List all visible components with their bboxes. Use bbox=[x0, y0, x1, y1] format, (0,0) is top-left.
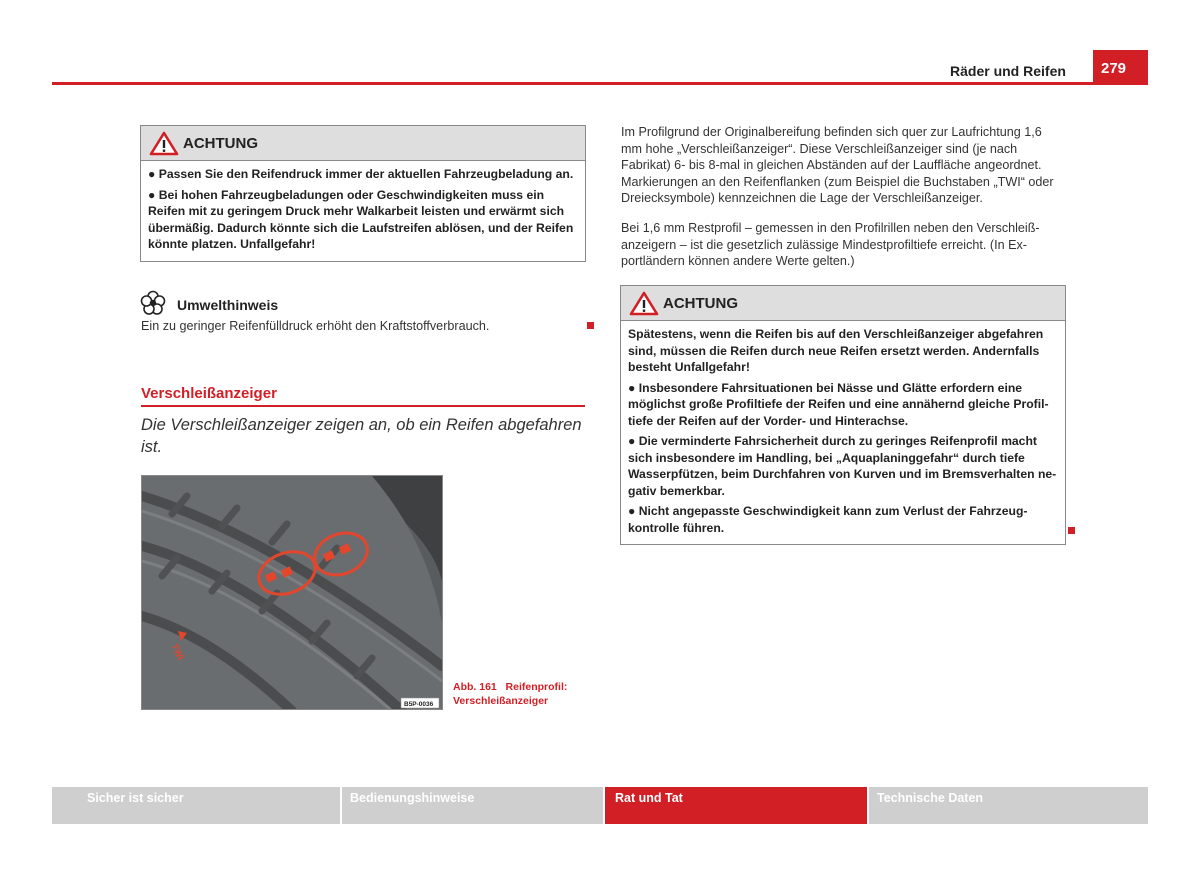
twi-mark: TWI bbox=[169, 642, 186, 662]
environment-text: Ein zu geringer Reifenfülldruck erhöht den Kraftstoffverbrauch. bbox=[141, 319, 490, 333]
warning-label: ACHTUNG bbox=[183, 135, 258, 152]
warning-triangle-icon bbox=[149, 131, 179, 156]
environment-label: Umwelthinweis bbox=[177, 297, 279, 313]
page-number: 279 bbox=[1093, 50, 1148, 85]
warning-body bbox=[141, 161, 585, 261]
footer-tab-technische-daten[interactable]: Technische Daten bbox=[869, 787, 1148, 824]
warning-box-right bbox=[620, 285, 1066, 545]
warning-item: ● Bei hohen Fahrzeugbeladungen oder Geschwindigkeiten muss ein Reifen mit zu geringem Druck mehr Walkarbeit leisten und erwärmt sich übermäßig. Dadurch könnte sich die Laufstreifen ablösen, und der Reifen könnte platzen. Unfallgefahr! bbox=[148, 187, 574, 251]
end-marker bbox=[587, 322, 594, 329]
figure-code: B5P-0036 bbox=[404, 701, 434, 708]
paragraph-2: Bei 1,6 mm Restprofil – gemessen in den Profilrillen neben den Verschleiß-anzeigern – ist die gesetzlich zulässige Mindestprofiltiefe erreicht. (In Ex-portländern können andere Werte gelten.) bbox=[621, 221, 1040, 269]
tire-tread-image bbox=[141, 475, 443, 710]
section-intro: Die Verschleißanzeiger zeigen an, ob ein Reifen abgefahren ist. bbox=[141, 416, 582, 456]
tire-illustration bbox=[142, 476, 443, 710]
warning-header bbox=[621, 286, 1065, 321]
warning-label: ACHTUNG bbox=[663, 295, 738, 312]
warning-box-left bbox=[140, 125, 586, 262]
warning-item: ● Die verminderte Fahrsicherheit durch zu geringes Reifenprofil macht sich insbesondere im Handling, bei „Aquaplaninggefahr“ durch tiefe Wasserpfützen, beim Durchfahren von Kurven und im Bremsverhalten ne-gativ bemerkbar. bbox=[628, 434, 1057, 498]
footer-tab-bedienung[interactable]: Bedienungshinweise bbox=[342, 787, 603, 824]
figure-caption bbox=[453, 680, 593, 708]
caption-text: Reifenprofil: Verschleißanzeiger bbox=[453, 681, 568, 707]
caption-number: Abb. 161 bbox=[453, 681, 497, 693]
footer-tab-sicher[interactable]: Sicher ist sicher bbox=[52, 787, 340, 824]
chapter-title: Räder und Reifen bbox=[950, 63, 1066, 79]
flower-icon bbox=[140, 290, 166, 316]
warning-item: ● Nicht angepasste Geschwindigkeit kann zum Verlust der Fahrzeug-kontrolle führen. bbox=[628, 504, 1028, 535]
warning-triangle-icon bbox=[629, 291, 659, 316]
header-rule bbox=[52, 82, 1148, 85]
warning-item: ● Passen Sie den Reifendruck immer der aktuellen Fahrzeugbeladung an. bbox=[148, 167, 574, 181]
warning-header bbox=[141, 126, 585, 161]
warning-item: Spätestens, wenn die Reifen bis auf den Verschleißanzeiger abgefahren sind, müssen die Reifen durch neue Reifen ersetzt werden. Andernfalls besteht Unfallgefahr! bbox=[628, 327, 1044, 374]
warning-body bbox=[621, 321, 1065, 544]
section-title: Verschleißanzeiger bbox=[141, 385, 277, 402]
section-rule bbox=[141, 405, 585, 407]
footer-tab-rat-und-tat[interactable]: Rat und Tat bbox=[605, 787, 867, 824]
end-marker bbox=[1068, 527, 1075, 534]
warning-item: ● Insbesondere Fahrsituationen bei Nässe und Glätte erfordern eine möglichst große Profiltiefe der Reifen und eine annähernd gleiche Profil-tiefe der Reifen auf der Vorder- und Hinterachse. bbox=[628, 380, 1049, 428]
paragraph-1: Im Profilgrund der Originalbereifung befinden sich quer zur Laufrichtung 1,6 mm hohe „Verschleißanzeiger“. Diese Verschleißanzeiger sind (je nach Fabrikat) 6- bis 8-mal in gleichen Abständen auf der Lauffläche angeordnet. Markierungen an den Reifenflanken (zum Beispiel die Buchstaben „TWI“ oder Dreiecksymbole) kennzeichnen die Lage der Verschleißanzeiger. bbox=[621, 125, 1054, 206]
